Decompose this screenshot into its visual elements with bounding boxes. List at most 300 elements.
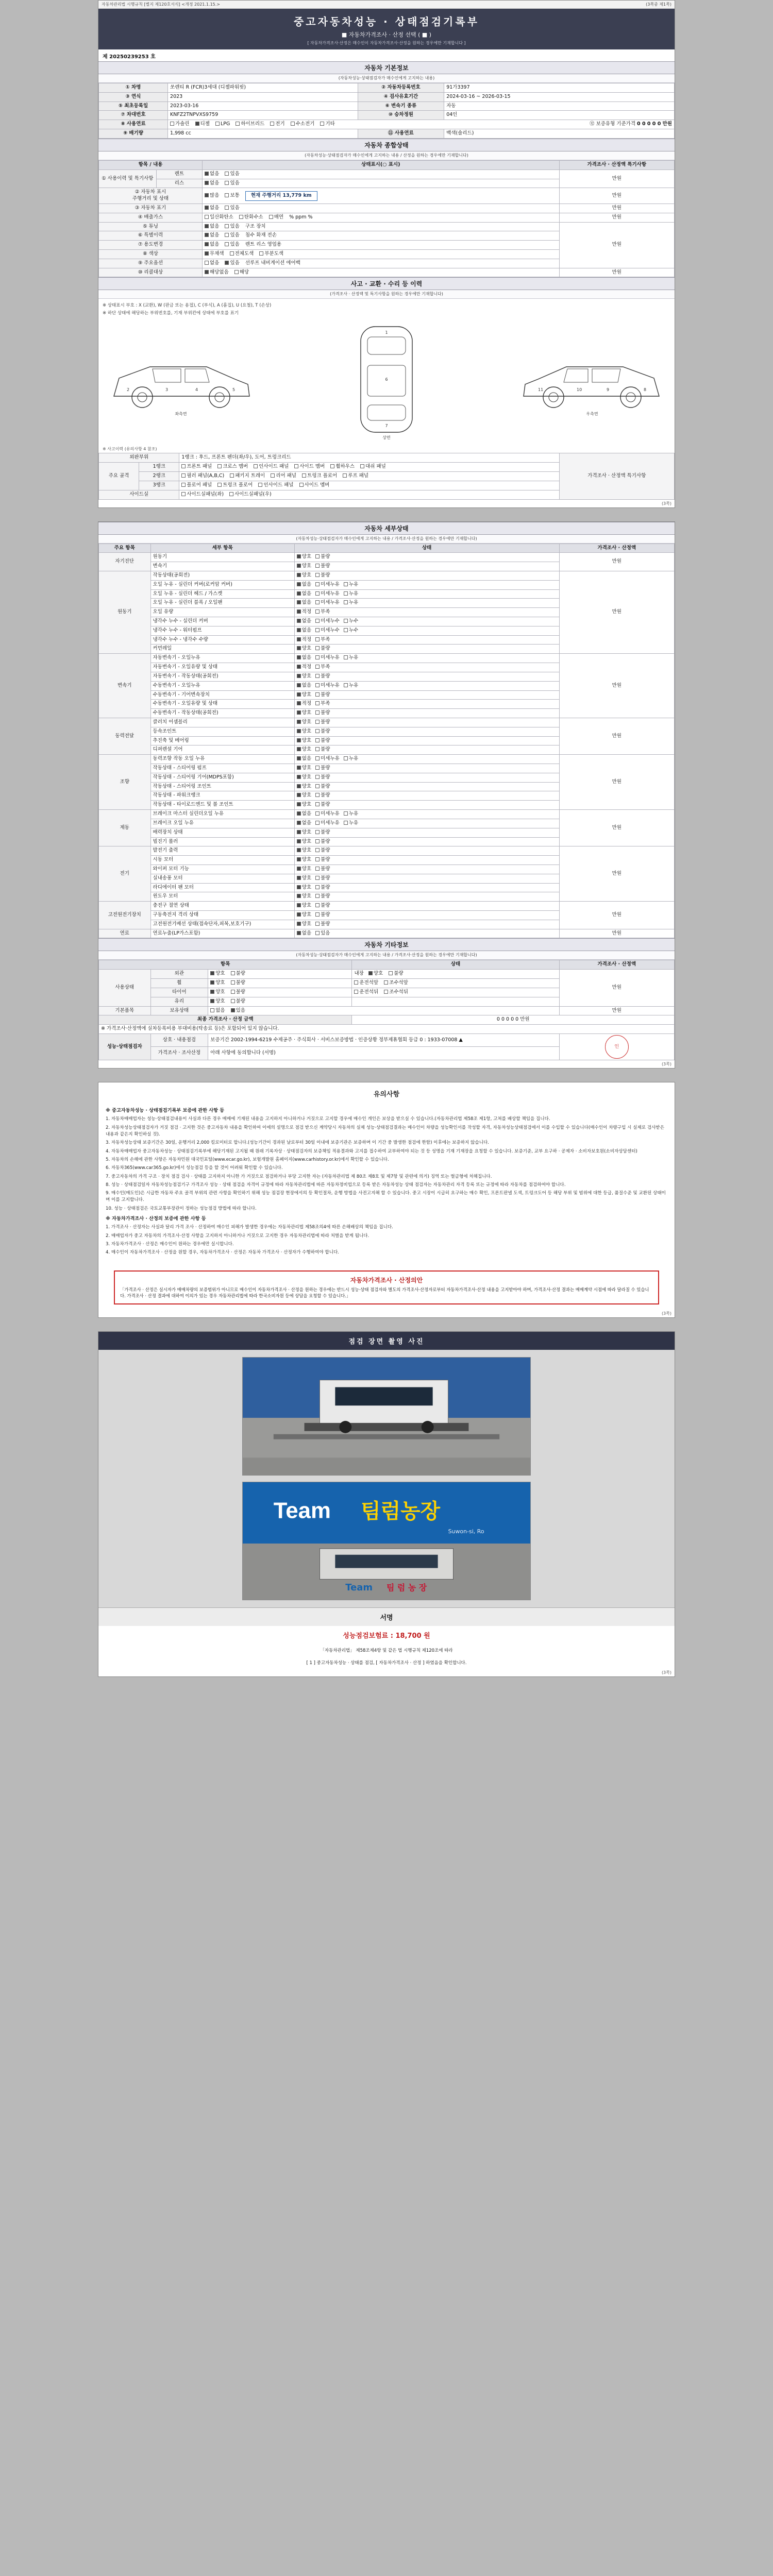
checkbox-icon[interactable]	[299, 483, 304, 487]
checkbox-icon[interactable]	[210, 990, 214, 994]
state-option[interactable]: 없음	[297, 820, 311, 827]
state-option[interactable]: 미세누유	[315, 591, 340, 598]
checkbox-icon[interactable]	[344, 600, 348, 604]
checkbox-icon[interactable]	[215, 122, 220, 126]
checkbox-icon[interactable]	[354, 990, 358, 994]
state-option[interactable]: 양호	[297, 885, 311, 891]
state-option[interactable]: 부족	[315, 609, 330, 616]
checkbox-icon[interactable]	[258, 483, 262, 487]
frame-item[interactable]: 트렁크 플로어	[302, 473, 337, 480]
checkbox-icon[interactable]	[297, 885, 301, 889]
state-option[interactable]: 양호	[297, 738, 311, 744]
option-hc[interactable]: 탄화수소	[239, 214, 263, 221]
fuel-option[interactable]: LPG	[215, 121, 230, 128]
state-option[interactable]: 불량	[315, 563, 330, 570]
checkbox-icon[interactable]	[297, 646, 301, 650]
option-none[interactable]: 없음	[205, 180, 219, 187]
checkbox-icon[interactable]	[297, 637, 301, 641]
checkbox-icon[interactable]	[315, 683, 320, 687]
state-option[interactable]: 불량	[315, 857, 330, 863]
checkbox-icon[interactable]	[297, 738, 301, 742]
checkbox-icon[interactable]	[315, 692, 320, 697]
state-option[interactable]: 양호	[297, 774, 311, 781]
checkbox-icon[interactable]	[236, 122, 240, 126]
state-option[interactable]: 불량	[315, 747, 330, 753]
option-yes[interactable]: 있음	[225, 232, 239, 239]
option-none[interactable]: 없음	[205, 260, 219, 267]
checkbox-icon[interactable]	[225, 242, 229, 246]
checkbox-icon[interactable]	[297, 692, 301, 697]
checkbox-icon[interactable]	[170, 122, 174, 126]
state-option[interactable]: 부족	[315, 664, 330, 671]
checkbox-icon[interactable]	[297, 793, 301, 797]
option-partpaint[interactable]: 부분도색	[259, 251, 283, 258]
state-option[interactable]: 누수	[344, 618, 358, 625]
checkbox-icon[interactable]	[297, 554, 301, 558]
checkbox-icon[interactable]	[291, 122, 295, 126]
checkbox-icon[interactable]	[297, 931, 301, 935]
state-option[interactable]: 양호	[297, 710, 311, 717]
checkbox-icon[interactable]	[315, 720, 320, 724]
checkbox-icon[interactable]	[239, 215, 243, 219]
checkbox-icon[interactable]	[297, 903, 301, 907]
checkbox-icon[interactable]	[210, 971, 214, 975]
checkbox-icon[interactable]	[297, 591, 301, 596]
option-good[interactable]: 양호	[210, 980, 225, 987]
checkbox-icon[interactable]	[205, 261, 209, 265]
option-bad[interactable]: 불량	[231, 989, 245, 996]
inspection-photo-1[interactable]	[242, 1357, 531, 1476]
checkbox-icon[interactable]	[297, 802, 301, 806]
checkbox-icon[interactable]	[297, 811, 301, 816]
state-option[interactable]: 불량	[315, 802, 330, 808]
checkbox-icon[interactable]	[297, 609, 301, 614]
checkbox-icon[interactable]	[320, 122, 324, 126]
checkbox-icon[interactable]	[181, 473, 186, 478]
checkbox-icon[interactable]	[315, 922, 320, 926]
checkbox-icon[interactable]	[344, 628, 348, 632]
checkbox-icon[interactable]	[315, 931, 320, 935]
option-original[interactable]: 무채색	[205, 251, 224, 258]
checkbox-icon[interactable]	[315, 628, 320, 632]
state-option[interactable]: 적정	[297, 664, 311, 671]
frame-item[interactable]: 플로어 패널	[181, 482, 212, 489]
state-option[interactable]: 누유	[344, 582, 358, 588]
checkbox-icon[interactable]	[231, 1008, 235, 1012]
checkbox-icon[interactable]	[297, 784, 301, 788]
frame-item[interactable]: 사이드 멤버	[294, 464, 325, 470]
checkbox-icon[interactable]	[315, 729, 320, 733]
checkbox-icon[interactable]	[315, 609, 320, 614]
checkbox-icon[interactable]	[315, 619, 320, 623]
checkbox-icon[interactable]	[297, 683, 301, 687]
option-bad[interactable]: 불량	[389, 971, 403, 977]
checkbox-icon[interactable]	[297, 775, 301, 779]
checkbox-icon[interactable]	[195, 122, 199, 126]
state-option[interactable]: 양호	[297, 848, 311, 854]
state-option[interactable]: 미세누수	[315, 618, 340, 625]
option-smoke[interactable]: 매연	[269, 214, 283, 221]
checkbox-icon[interactable]	[297, 573, 301, 577]
state-option[interactable]: 양호	[297, 646, 311, 652]
checkbox-icon[interactable]	[181, 464, 186, 468]
state-option[interactable]: 양호	[297, 893, 311, 900]
option-yes[interactable]: 있음	[225, 171, 239, 178]
checkbox-icon[interactable]	[315, 876, 320, 880]
checkbox-icon[interactable]	[297, 848, 301, 852]
checkbox-icon[interactable]	[297, 720, 301, 724]
frame-item[interactable]: 인사이드 패널	[258, 482, 293, 489]
state-option[interactable]: 없음	[297, 628, 311, 634]
tire-rl[interactable]: 운전석뒤	[354, 989, 378, 996]
checkbox-icon[interactable]	[297, 729, 301, 733]
checkbox-icon[interactable]	[315, 766, 320, 770]
checkbox-icon[interactable]	[344, 582, 348, 586]
checkbox-icon[interactable]	[315, 821, 320, 825]
checkbox-icon[interactable]	[230, 473, 234, 478]
state-option[interactable]: 양호	[297, 875, 311, 882]
checkbox-icon[interactable]	[315, 857, 320, 861]
checkbox-icon[interactable]	[315, 591, 320, 596]
checkbox-icon[interactable]	[315, 637, 320, 641]
checkbox-icon[interactable]	[315, 674, 320, 678]
state-option[interactable]: 없음	[297, 811, 311, 818]
option-applicable[interactable]: 해당	[234, 269, 249, 276]
state-option[interactable]: 누유	[344, 655, 358, 662]
checkbox-icon[interactable]	[343, 473, 347, 478]
checkbox-icon[interactable]	[344, 591, 348, 596]
checkbox-icon[interactable]	[230, 251, 234, 256]
checkbox-icon[interactable]	[368, 971, 373, 975]
checkbox-icon[interactable]	[225, 206, 229, 210]
checkbox-icon[interactable]	[344, 683, 348, 687]
checkbox-icon[interactable]	[297, 655, 301, 659]
checkbox-icon[interactable]	[210, 999, 214, 1003]
state-option[interactable]: 불량	[315, 903, 330, 909]
checkbox-icon[interactable]	[315, 793, 320, 797]
checkbox-icon[interactable]	[315, 784, 320, 788]
state-option[interactable]: 불량	[315, 710, 330, 717]
state-option[interactable]: 누수	[344, 628, 358, 634]
state-option[interactable]: 양호	[297, 839, 311, 845]
option-yes[interactable]: 있음	[225, 242, 239, 248]
state-option[interactable]: 불량	[315, 921, 330, 928]
wheel-fl[interactable]: 운전석앞	[354, 980, 378, 987]
option-ng[interactable]: 있음	[225, 205, 239, 212]
state-option[interactable]: 양호	[297, 857, 311, 863]
frame-item[interactable]: 대쉬 패널	[360, 464, 386, 470]
state-option[interactable]: 양호	[297, 728, 311, 735]
checkbox-icon[interactable]	[344, 811, 348, 816]
state-option[interactable]: 불량	[315, 572, 330, 579]
state-option[interactable]: 양호	[297, 792, 311, 799]
checkbox-icon[interactable]	[297, 619, 301, 623]
checkbox-icon[interactable]	[297, 867, 301, 871]
option-yes[interactable]: 있음	[225, 224, 239, 230]
checkbox-icon[interactable]	[259, 251, 263, 256]
fuel-option[interactable]: 기타	[320, 121, 334, 128]
state-option[interactable]: 불량	[315, 875, 330, 882]
fuel-option[interactable]: 가솔린	[170, 121, 190, 128]
checkbox-icon[interactable]	[297, 582, 301, 586]
checkbox-icon[interactable]	[297, 564, 301, 568]
checkbox-icon[interactable]	[225, 261, 229, 265]
checkbox-icon[interactable]	[344, 821, 348, 825]
state-option[interactable]: 미세누유	[315, 600, 340, 606]
checkbox-icon[interactable]	[315, 894, 320, 898]
state-option[interactable]: 적정	[297, 637, 311, 643]
checkbox-icon[interactable]	[297, 674, 301, 678]
checkbox-icon[interactable]	[315, 582, 320, 586]
checkbox-icon[interactable]	[315, 839, 320, 843]
option-yes[interactable]: 있음	[225, 180, 239, 187]
state-option[interactable]: 양호	[297, 866, 311, 873]
checkbox-icon[interactable]	[205, 224, 209, 228]
state-option[interactable]: 불량	[315, 912, 330, 919]
checkbox-icon[interactable]	[231, 980, 235, 985]
state-option[interactable]: 불량	[315, 646, 330, 652]
state-option[interactable]: 없음	[297, 655, 311, 662]
checkbox-icon[interactable]	[225, 233, 229, 237]
checkbox-icon[interactable]	[315, 564, 320, 568]
checkbox-icon[interactable]	[217, 483, 222, 487]
state-option[interactable]: 불량	[315, 866, 330, 873]
checkbox-icon[interactable]	[297, 894, 301, 898]
checkbox-icon[interactable]	[315, 600, 320, 604]
checkbox-icon[interactable]	[315, 738, 320, 742]
state-option[interactable]: 양호	[297, 747, 311, 753]
state-option[interactable]: 미세누수	[315, 628, 340, 634]
checkbox-icon[interactable]	[181, 483, 186, 487]
state-option[interactable]: 누유	[344, 600, 358, 606]
checkbox-icon[interactable]	[315, 756, 320, 760]
state-option[interactable]: 불량	[315, 893, 330, 900]
checkbox-icon[interactable]	[315, 830, 320, 834]
state-option[interactable]: 미세누유	[315, 582, 340, 588]
checkbox-icon[interactable]	[217, 464, 222, 468]
state-option[interactable]: 양호	[297, 921, 311, 928]
checkbox-icon[interactable]	[384, 990, 388, 994]
state-option[interactable]: 양호	[297, 802, 311, 808]
checkbox-icon[interactable]	[205, 193, 209, 197]
checkbox-icon[interactable]	[384, 980, 388, 985]
checkbox-icon[interactable]	[389, 971, 393, 975]
state-option[interactable]: 양호	[297, 903, 311, 909]
state-option[interactable]: 불량	[315, 784, 330, 790]
frame-item[interactable]: 프론트 패널	[181, 464, 212, 470]
checkbox-icon[interactable]	[297, 628, 301, 632]
checkbox-icon[interactable]	[205, 242, 209, 246]
checkbox-icon[interactable]	[315, 710, 320, 715]
checkbox-icon[interactable]	[297, 701, 301, 705]
state-option[interactable]: 미세누유	[315, 820, 340, 827]
checkbox-icon[interactable]	[315, 747, 320, 751]
state-option[interactable]: 양호	[297, 784, 311, 790]
state-option[interactable]: 미세누유	[315, 655, 340, 662]
state-option[interactable]: 불량	[315, 738, 330, 744]
option-none[interactable]: 없음	[205, 232, 219, 239]
checkbox-icon[interactable]	[315, 903, 320, 907]
checkbox-icon[interactable]	[330, 464, 334, 468]
checkbox-icon[interactable]	[225, 181, 229, 185]
checkbox-icon[interactable]	[315, 665, 320, 669]
checkbox-icon[interactable]	[315, 573, 320, 577]
state-option[interactable]: 없음	[297, 756, 311, 762]
checkbox-icon[interactable]	[205, 233, 209, 237]
checkbox-icon[interactable]	[344, 619, 348, 623]
checkbox-icon[interactable]	[315, 646, 320, 650]
option-good[interactable]: 양호	[210, 989, 225, 996]
checkbox-icon[interactable]	[271, 473, 275, 478]
checkbox-icon[interactable]	[297, 665, 301, 669]
frame-item[interactable]: 휠하우스	[330, 464, 355, 470]
checkbox-icon[interactable]	[210, 1008, 214, 1012]
state-option[interactable]: 불량	[315, 885, 330, 891]
state-option[interactable]: 불량	[315, 839, 330, 845]
checkbox-icon[interactable]	[297, 857, 301, 861]
checkbox-icon[interactable]	[210, 980, 214, 985]
state-option[interactable]: 불량	[315, 765, 330, 772]
state-option[interactable]: 불량	[315, 848, 330, 854]
state-option[interactable]: 양호	[297, 554, 311, 561]
option-good[interactable]: 양호	[210, 971, 225, 977]
sill-item[interactable]: 사이드실패널(좌)	[181, 492, 224, 498]
state-option[interactable]: 없음	[297, 683, 311, 689]
option-none[interactable]: 없음	[205, 171, 219, 178]
checkbox-icon[interactable]	[205, 172, 209, 176]
option-good[interactable]: 양호	[210, 998, 225, 1005]
state-option[interactable]: 누유	[344, 756, 358, 762]
checkbox-icon[interactable]	[181, 492, 186, 496]
state-option[interactable]: 불량	[315, 554, 330, 561]
state-option[interactable]: 양호	[297, 572, 311, 579]
checkbox-icon[interactable]	[302, 473, 306, 478]
option-bad[interactable]: 보통	[225, 193, 239, 199]
checkbox-icon[interactable]	[315, 867, 320, 871]
state-option[interactable]: 누유	[344, 591, 358, 598]
state-option[interactable]: 없음	[297, 930, 311, 937]
frame-item[interactable]: 패키지 트레이	[230, 473, 265, 480]
fuel-option[interactable]: 수소전기	[291, 121, 315, 128]
frame-item[interactable]: 사이드 멤버	[299, 482, 330, 489]
state-option[interactable]: 양호	[297, 563, 311, 570]
state-option[interactable]: 있음	[315, 930, 330, 937]
checkbox-icon[interactable]	[297, 756, 301, 760]
state-option[interactable]: 없음	[297, 582, 311, 588]
option-na[interactable]: 해당없음	[205, 269, 229, 276]
fuel-option[interactable]: 전기	[270, 121, 284, 128]
state-option[interactable]: 불량	[315, 673, 330, 680]
frame-item[interactable]: 크로스 멤버	[217, 464, 248, 470]
frame-item[interactable]: 루프 패널	[343, 473, 368, 480]
option-none[interactable]: 없음	[205, 242, 219, 248]
tire-rr[interactable]: 조수석뒤	[384, 989, 408, 996]
state-option[interactable]: 없음	[297, 591, 311, 598]
fuel-option[interactable]: 하이브리드	[236, 121, 264, 128]
state-option[interactable]: 양호	[297, 829, 311, 836]
checkbox-icon[interactable]	[297, 830, 301, 834]
state-option[interactable]: 불량	[315, 719, 330, 726]
checkbox-icon[interactable]	[344, 655, 348, 659]
state-option[interactable]: 불량	[315, 728, 330, 735]
frame-item[interactable]: 필러 패널(A,B,C)	[181, 473, 224, 480]
option-bad[interactable]: 불량	[231, 980, 245, 987]
checkbox-icon[interactable]	[354, 980, 358, 985]
checkbox-icon[interactable]	[297, 710, 301, 715]
frame-item[interactable]: 트렁크 플로어	[217, 482, 253, 489]
wheel-fr[interactable]: 조수석앞	[384, 980, 408, 987]
option-none[interactable]: 없음	[210, 1008, 225, 1014]
option-yes[interactable]: 있음	[231, 1008, 245, 1014]
fuel-option[interactable]: 디젤	[195, 121, 210, 128]
checkbox-icon[interactable]	[205, 251, 209, 256]
checkbox-icon[interactable]	[270, 122, 274, 126]
sill-item[interactable]: 사이드실패널(우)	[229, 492, 272, 498]
checkbox-icon[interactable]	[297, 876, 301, 880]
option-none[interactable]: 없음	[205, 224, 219, 230]
checkbox-icon[interactable]	[205, 215, 209, 219]
checkbox-icon[interactable]	[229, 492, 233, 496]
checkbox-icon[interactable]	[315, 802, 320, 806]
state-option[interactable]: 양호	[297, 719, 311, 726]
checkbox-icon[interactable]	[205, 181, 209, 185]
state-option[interactable]: 미세누유	[315, 756, 340, 762]
state-option[interactable]: 부족	[315, 637, 330, 643]
state-option[interactable]: 누유	[344, 811, 358, 818]
checkbox-icon[interactable]	[231, 999, 235, 1003]
checkbox-icon[interactable]	[315, 848, 320, 852]
state-option[interactable]: 양호	[297, 912, 311, 919]
checkbox-icon[interactable]	[360, 464, 364, 468]
checkbox-icon[interactable]	[315, 885, 320, 889]
state-option[interactable]: 적정	[297, 609, 311, 616]
state-option[interactable]: 양호	[297, 692, 311, 699]
checkbox-icon[interactable]	[225, 193, 229, 197]
option-bad[interactable]: 불량	[231, 998, 245, 1005]
checkbox-icon[interactable]	[344, 756, 348, 760]
checkbox-icon[interactable]	[315, 554, 320, 558]
inspection-photo-2[interactable]	[242, 1482, 531, 1600]
state-option[interactable]: 양호	[297, 673, 311, 680]
checkbox-icon[interactable]	[297, 821, 301, 825]
state-option[interactable]: 불량	[315, 792, 330, 799]
frame-item[interactable]: 리어 패널	[271, 473, 296, 480]
state-option[interactable]: 부족	[315, 701, 330, 707]
option-good[interactable]: 양호	[368, 971, 383, 977]
option-co[interactable]: 일산화탄소	[205, 214, 233, 221]
state-option[interactable]: 양호	[297, 765, 311, 772]
checkbox-icon[interactable]	[315, 811, 320, 816]
state-option[interactable]: 미세누유	[315, 811, 340, 818]
checkbox-icon[interactable]	[231, 971, 235, 975]
checkbox-icon[interactable]	[315, 912, 320, 917]
checkbox-icon[interactable]	[205, 270, 209, 274]
checkbox-icon[interactable]	[297, 600, 301, 604]
checkbox-icon[interactable]	[254, 464, 258, 468]
checkbox-icon[interactable]	[269, 215, 273, 219]
checkbox-icon[interactable]	[315, 655, 320, 659]
checkbox-icon[interactable]	[225, 172, 229, 176]
option-fullpaint[interactable]: 전체도색	[230, 251, 254, 258]
state-option[interactable]: 없음	[297, 600, 311, 606]
checkbox-icon[interactable]	[315, 775, 320, 779]
checkbox-icon[interactable]	[297, 912, 301, 917]
option-yes[interactable]: 있음	[225, 260, 239, 267]
state-option[interactable]: 미세누유	[315, 683, 340, 689]
state-option[interactable]: 불량	[315, 829, 330, 836]
state-option[interactable]: 적정	[297, 701, 311, 707]
checkbox-icon[interactable]	[225, 224, 229, 228]
